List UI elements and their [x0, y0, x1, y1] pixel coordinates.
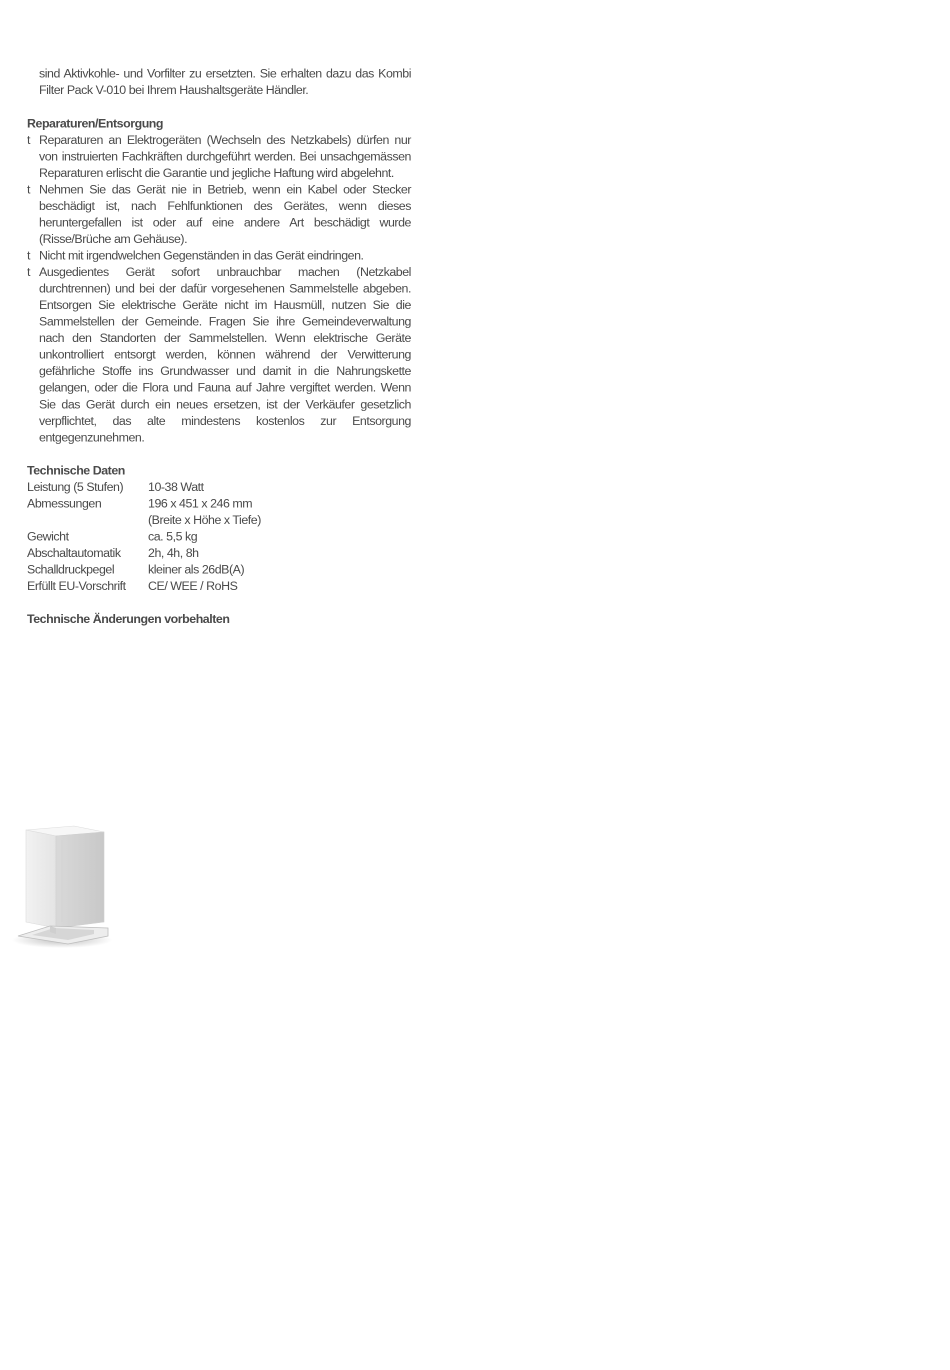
repairs-heading: Reparaturen/Entsorgung [27, 116, 164, 131]
spec-value: CE/ WEE / RoHS [148, 579, 238, 593]
repairs-item-text: Nicht mit irgendwelchen Gegenständen in das Gerät eindringen. [39, 248, 364, 263]
spec-value: 10-38 Watt [148, 480, 204, 494]
repairs-item-4 [27, 264, 411, 446]
spec-label: Abmessungen [27, 496, 102, 511]
specs-table [27, 479, 261, 595]
specs-row [27, 496, 261, 513]
spec-value: 196 x 451 x 246 mm [148, 496, 253, 511]
repairs-item-3 [27, 248, 411, 265]
spec-value: ca. 5,5 kg [148, 529, 198, 544]
repairs-item-text: Ausgedientes Gerät sofort unbrauchbar machen (Netzkabel durchtrennen) und bei der dafür vorgesehenen Sammelstelle abgeben. Entsorgen Sie elektrische Geräte nicht im Hausmüll, nutzen Sie die Sammelstellen der Gemeinde. Fragen Sie ihre Gemeindeverwaltung nach den Standorten der Sammelstellen. Wenn elektrische Geräte unkontrolliert entsorgt werden, können während der Verwitterung gefährliche Stoffe ins Grundwasser und damit in die Nahrungskette gelangen, oder die Flora und Fauna auf Jahre vergiftet werden. Wenn Sie das Gerät durch ein neues ersetzen, ist der Verkäufer gesetzlich verpflichtet, das alte mindestens kostenlos zur Entsorgung entgegenzunehmen. [39, 265, 411, 445]
specs-heading: Technische Daten [27, 463, 125, 478]
spec-label: Leistung (5 Stufen) [27, 480, 124, 494]
repairs-item-1 [27, 132, 411, 182]
spec-value: 2h, 4h, 8h [148, 546, 199, 560]
intro-paragraph: sind Aktivkohle- und Vorfilter zu ersetzten. Sie erhalten dazu das Kombi Filter Pack V-010 bei Ihrem Haushaltsgeräte Händler. [39, 66, 411, 98]
repairs-item-text: Nehmen Sie das Gerät nie in Betrieb, wenn ein Kabel oder Stecker beschädigt ist, nach Fehlfunktionen des Gerätes, wenn dieses heruntergefallen ist oder auf eine andere Art beschädigt wurde (Risse/Brüche am Gehäuse). [39, 182, 411, 246]
specs-row [27, 545, 261, 562]
document-column [27, 66, 411, 628]
bullet-icon: t [27, 265, 30, 279]
repairs-item-text: Reparaturen an Elektrogeräten (Wechseln des Netzkabels) dürfen nur von instruierten Fachkräften durchgeführt werden. Bei unsachgemässen Reparaturen erlischt die Garantie und jegliche Haftung wird abgelehnt. [39, 133, 411, 180]
bullet-icon: t [27, 248, 30, 263]
spec-value: kleiner als 26dB(A) [148, 562, 245, 577]
repairs-list [27, 132, 411, 446]
spec-label: Abschaltautomatik [27, 546, 121, 560]
air-purifier-icon [10, 822, 114, 950]
spec-label: Erfüllt EU-Vorschrift [27, 579, 126, 593]
specs-row [27, 562, 261, 579]
spec-label: Gewicht [27, 529, 69, 544]
spec-label: Schalldruckpegel [27, 562, 115, 577]
specs-row [27, 578, 261, 595]
repairs-item-2 [27, 182, 411, 248]
spec-label [27, 512, 148, 529]
spec-value: (Breite x Höhe x Tiefe) [148, 513, 261, 527]
specs-row [27, 479, 261, 496]
bullet-icon: t [27, 182, 30, 197]
specs-row [27, 529, 261, 546]
technical-changes-note: Technische Änderungen vorbehalten [27, 612, 230, 627]
bullet-icon: t [27, 133, 30, 147]
specs-row [27, 512, 261, 529]
